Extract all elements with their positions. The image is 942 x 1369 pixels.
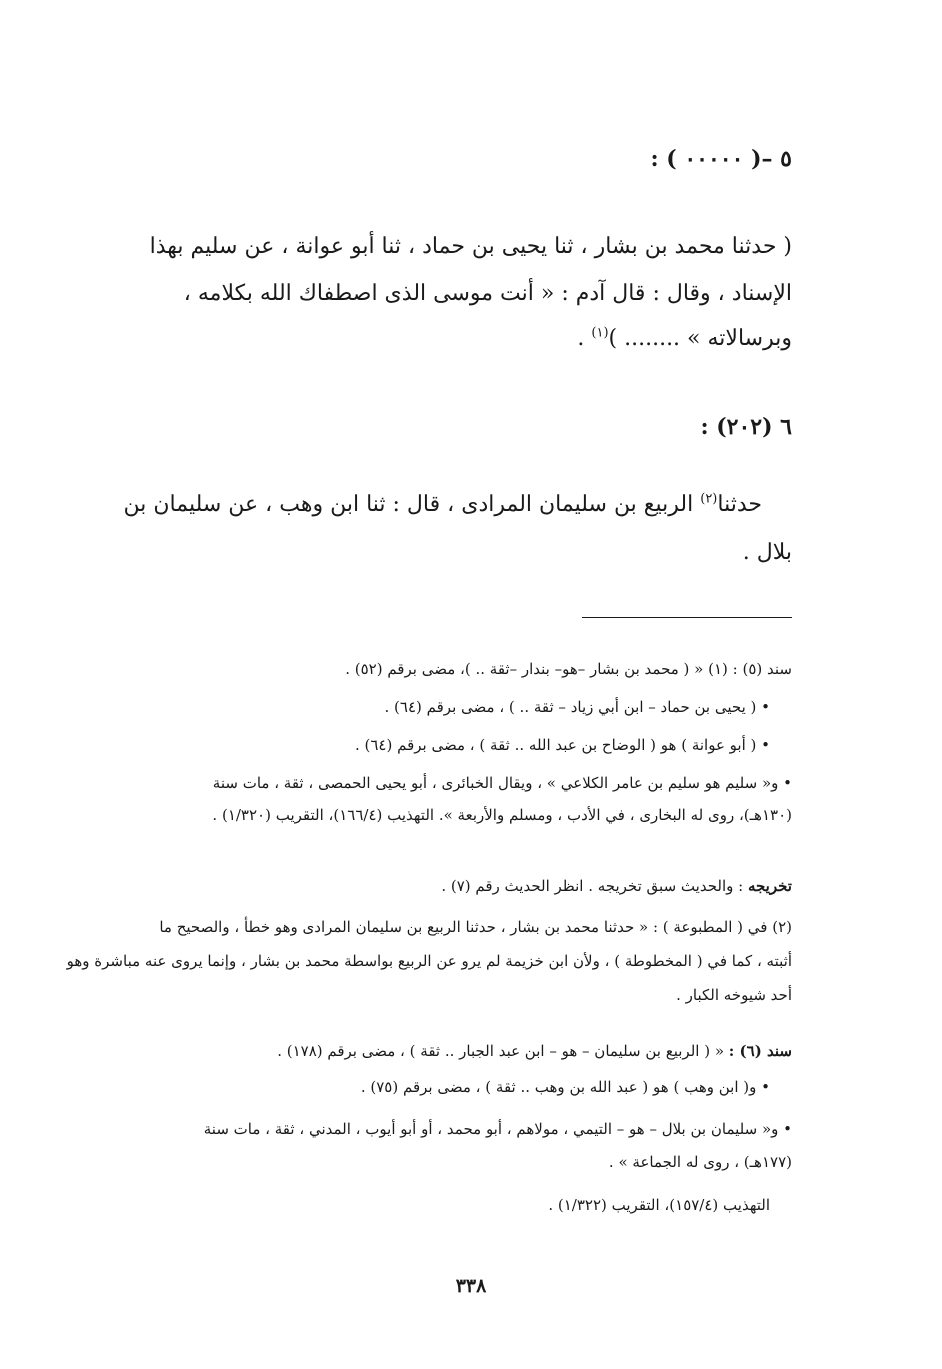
takhrij-label: تخريجه: [747, 877, 792, 895]
sanad-6-text: « ( الربيع بن سليمان – هو – ابن عبد الجبار .. ثقة ) ، مضى برقم (١٧٨) .: [277, 1042, 729, 1060]
hadith-5-line-1: ( حدثنا محمد بن بشار ، ثنا يحيى بن حماد ، ثنا أبو عوانة ، عن سليم بهذا: [149, 234, 792, 259]
footnote-line-4: • و« سليم هو سليم بن عامر الكلاعي » ، ويقال الخبائرى ، أبو يحيى الحمصى ، ثقة ، مات سنة: [212, 774, 792, 792]
hadith-5-line-3-end: .: [577, 326, 592, 351]
hadith-5-line-2: الإسناد ، وقال : قال آدم : « أنت موسى الذى اصطفاك الله بكلامه ،: [183, 281, 792, 306]
page-number: ٣٣٨: [455, 1275, 487, 1297]
footnote-line-8: أحد شيوخه الكبار .: [676, 986, 792, 1004]
sanad-6-label: سند (٦) :: [728, 1042, 792, 1060]
footnote-line-9: [277, 1042, 792, 1060]
footnote-line-7: أثبته ، كما في ( المخطوطة ) ، ولأن ابن خزيمة لم يرو عن الربيع بواسطة محمد بن بشار ، وإنما يروى عنه مباشرة وهو: [66, 952, 792, 970]
footnote-line-10: • و( ابن وهب ) هو ( عبد الله بن وهب .. ثقة ) ، مضى برقم (٧٥) .: [360, 1078, 770, 1096]
footnote-line-2: • ( يحيى بن حماد – ابن أبي زياد – ثقة .. ) ، مضى برقم (٦٤) .: [384, 698, 770, 716]
footnote-line-6: (٢) في ( المطبوعة ) : « حدثنا محمد بن بشار ، حدثنا الربيع بن سليمان المرادى وهو خطأ ، والصحيح ما: [159, 918, 792, 936]
footnote-line-5: (١٣٠هـ)، روى له البخارى ، في الأدب ، ومسلم والأربعة ». التهذيب (١٦٦/٤)، التقريب (١/٣٢٠) .: [212, 806, 792, 824]
hadith-6-heading: ٦ (٢٠٢) :: [700, 414, 792, 440]
footnote-separator: [582, 617, 792, 618]
hadith-6-line-1-start: حدثنا: [717, 492, 762, 517]
takhrij-line: [441, 877, 792, 895]
footnote-line-11: • و« سليمان بن بلال – هو – التيمي ، مولاهم ، أبو محمد ، أو أبو أيوب ، المدني ، ثقة ، مات سنة: [203, 1120, 792, 1138]
hadith-5-line-3-text: وبرسالاته » ........ ): [608, 326, 792, 351]
hadith-5-line-3: [577, 326, 792, 351]
footnote-line-3: • ( أبو عوانة ) هو ( الوضاح بن عبد الله .. ثقة ) ، مضى برقم (٦٤) .: [354, 736, 770, 754]
hadith-6-line-1: [124, 492, 762, 517]
hadith-6-line-1-rest: الربيع بن سليمان المرادى ، قال : ثنا ابن وهب ، عن سليمان بن: [123, 492, 701, 517]
hadith-5-heading: ٥ –( ٠٠٠٠٠ ) :: [650, 146, 792, 172]
footnote-ref-1: (١): [591, 325, 609, 341]
footnote-line-12: (١٧٧هـ) ، روى له الجماعة » .: [608, 1153, 792, 1171]
takhrij-text: : والحديث سبق تخريجه . انظر الحديث رقم (٧) .: [441, 877, 748, 895]
footnote-ref-2: (٢): [700, 491, 718, 507]
hadith-6-line-2: بلال .: [742, 540, 792, 565]
footnote-line-1: سند (٥) : (١) « ( محمد بن بشار –هو– بندار –ثقة .. )، مضى برقم (٥٢) .: [345, 660, 792, 678]
footnote-line-13: التهذيب (١٥٧/٤)، التقريب (١/٣٢٢) .: [548, 1196, 770, 1214]
